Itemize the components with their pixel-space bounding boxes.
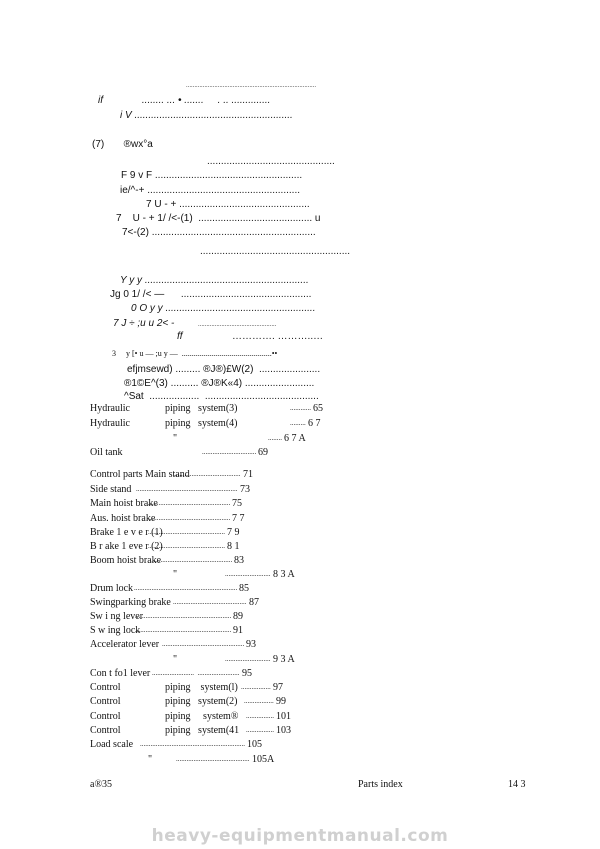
entry-label: Load scale xyxy=(90,739,134,750)
garbled-index-line: if ........ ... • ....... . .. .............. xyxy=(98,95,271,106)
entry-page-number: 95 xyxy=(242,668,252,679)
entry-label: Swingparking brake xyxy=(90,597,171,608)
garbled-index-line: 7 J ÷ ;u u 2< - xyxy=(113,318,175,329)
entry-subtitle: " xyxy=(173,569,178,580)
entry-label: Main hoist brake xyxy=(90,498,158,509)
entry-page-number: 83 xyxy=(234,555,244,566)
entry-page-number: 91 xyxy=(233,625,243,636)
entry-subtitle: piping system® xyxy=(165,711,239,722)
entry-leader-dots: .......................................... xyxy=(173,598,247,606)
entry-leader-dots: ................. xyxy=(244,697,274,705)
entry-label: Con t fo1 lever xyxy=(90,668,151,679)
entry-leader-dots: ................ xyxy=(246,712,274,720)
entry-page-number: 7 9 xyxy=(227,527,240,538)
entry-subtitle: " xyxy=(148,754,153,765)
entry-leader-dots: ............................................................ xyxy=(140,740,245,748)
entry-label: Drum lock xyxy=(90,583,134,594)
garbled-index-line: (7) ®wx°a xyxy=(92,139,153,150)
entry-leader-dots: ....................................................... xyxy=(135,612,232,620)
garbled-index-line: ............................................... xyxy=(198,322,277,328)
entry-leader-dots: ................. xyxy=(241,683,271,691)
entry-leader-dots: ............................................... xyxy=(162,640,245,648)
entry-page-number: 73 xyxy=(240,484,250,495)
entry-label: Sw i ng lever xyxy=(90,611,144,622)
entry-page-number: 89 xyxy=(233,611,243,622)
entry-leader-dots: ............................................... xyxy=(148,514,231,522)
entry-leader-dots: ............................................ xyxy=(148,542,225,550)
entry-page-number: 101 xyxy=(276,711,291,722)
entry-leader-dots: ............ xyxy=(290,404,311,412)
entry-leader-dots: ............................................ xyxy=(148,528,225,536)
entry-page-number: 9 3 A xyxy=(273,654,295,665)
entry-page-number: 8 1 xyxy=(227,541,240,552)
entry-label: Aus. hoist brake xyxy=(90,513,156,524)
entry-label: Boom hoist brake xyxy=(90,555,162,566)
entry-subtitle: piping system(l) xyxy=(165,682,238,693)
footer-page-number: 14 3 xyxy=(508,779,526,790)
entry-label: Accelerator lever xyxy=(90,639,160,650)
entry-leader-dots: .......................... xyxy=(225,570,271,578)
garbled-index-line: 7 U - + ............................................... xyxy=(146,199,310,210)
entry-page-number: 75 xyxy=(232,498,242,509)
garbled-index-line: 0 O y y ...................................................... xyxy=(131,303,316,314)
entry-leader-dots: ....................................................... xyxy=(135,626,232,634)
garbled-index-line: Jg 0 1/ /< — ............................................... xyxy=(110,289,312,300)
garbled-index-line: .............................................................................. xyxy=(186,83,317,89)
entry-label: Hydraulic xyxy=(90,418,130,429)
entry-leader-dots: .......................... xyxy=(225,655,271,663)
garbled-index-line: Y y y ........................................................... xyxy=(120,275,309,286)
garbled-index-line: 3 y [• u — ;u y — .............................................•• xyxy=(112,349,278,358)
entry-page-number: 7 7 xyxy=(232,513,245,524)
entry-leader-dots: ......... xyxy=(290,419,306,427)
entry-subtitle: piping system(3) xyxy=(165,403,238,414)
watermark-text: heavy-equipmentmanual.com xyxy=(151,826,449,846)
entry-page-number: 71 xyxy=(243,469,253,480)
entry-subtitle: piping system(2) xyxy=(165,696,238,707)
entry-leader-dots: ............................................... xyxy=(150,556,233,564)
entry-label: Hydraulic xyxy=(90,403,130,414)
footer-model: a®35 xyxy=(90,779,113,790)
entry-label: Oil tank xyxy=(90,447,123,458)
entry-leader-dots: ................ xyxy=(246,726,274,734)
garbled-index-line: ...................................................... xyxy=(200,246,351,257)
entry-subtitle: piping system(41 xyxy=(165,725,240,736)
entry-label: S w ing lock xyxy=(90,625,141,636)
footer-title: Parts index xyxy=(358,779,403,790)
entry-page-number: 6 7 xyxy=(308,418,321,429)
entry-page-number: 69 xyxy=(258,447,268,458)
garbled-index-line: ff xyxy=(177,331,183,342)
entry-leader-dots: ............................... xyxy=(202,448,257,456)
garbled-index-line: 7 U - + 1/ /<-(1) ......................................... u xyxy=(116,213,321,224)
entry-page-number: 105 xyxy=(247,739,262,750)
entry-page-number: 65 xyxy=(313,403,323,414)
garbled-index-line: .............................................. xyxy=(207,156,335,167)
garbled-index-line: efjmsewd) ......... ®J®)£W(2) ...................... xyxy=(127,364,321,375)
entry-label: Control xyxy=(90,696,121,707)
entry-leader-dots: ...................................... xyxy=(174,470,241,478)
entry-page-number: 103 xyxy=(276,725,291,736)
entry-label: Side stand xyxy=(90,484,132,495)
entry-leader-dots: .......................................... xyxy=(176,755,250,763)
entry-page-number: 8 3 A xyxy=(273,569,295,580)
entry-label: Control xyxy=(90,711,121,722)
entry-page-number: 93 xyxy=(246,639,256,650)
entry-page-number: 99 xyxy=(276,696,286,707)
entry-page-number: 105A xyxy=(252,754,275,765)
entry-label: Control xyxy=(90,682,121,693)
garbled-index-line: i V ......................................................... xyxy=(120,110,293,121)
garbled-index-line: …………. ………..… xyxy=(232,331,324,342)
garbled-index-line: ie/^-+ ....................................................... xyxy=(120,185,301,196)
entry-label: B r ake 1 eve r (2) xyxy=(90,541,163,552)
entry-label: Control xyxy=(90,725,121,736)
entry-label: Brake 1 e v e r (1) xyxy=(90,527,163,538)
garbled-index-line: F 9 v F ..................................................... xyxy=(121,170,303,181)
entry-page-number: 6 7 A xyxy=(284,433,306,444)
garbled-index-line: ^Sat .................. ......................................... xyxy=(124,391,319,402)
entry-page-number: 97 xyxy=(273,682,283,693)
entry-subtitle: " xyxy=(173,433,178,444)
entry-label: Control parts Main stand xyxy=(90,469,190,480)
garbled-index-line: 7<-(2) ........................................................... xyxy=(122,227,316,238)
entry-leader-dots: ............................................... xyxy=(148,499,231,507)
entry-subtitle: " xyxy=(173,654,178,665)
entry-leader-dots: ........ xyxy=(268,434,282,442)
entry-leader-dots: .......................................................... xyxy=(136,485,238,493)
entry-leader-dots: ........................................................... xyxy=(134,584,238,592)
entry-page-number: 87 xyxy=(249,597,259,608)
garbled-index-line: ®1©E^(3) .......... ®J®K«4) ......................... xyxy=(124,378,315,389)
entry-subtitle: piping system(4) xyxy=(165,418,238,429)
entry-leader-dots: ........................ ........................ xyxy=(152,669,240,677)
entry-page-number: 85 xyxy=(239,583,249,594)
